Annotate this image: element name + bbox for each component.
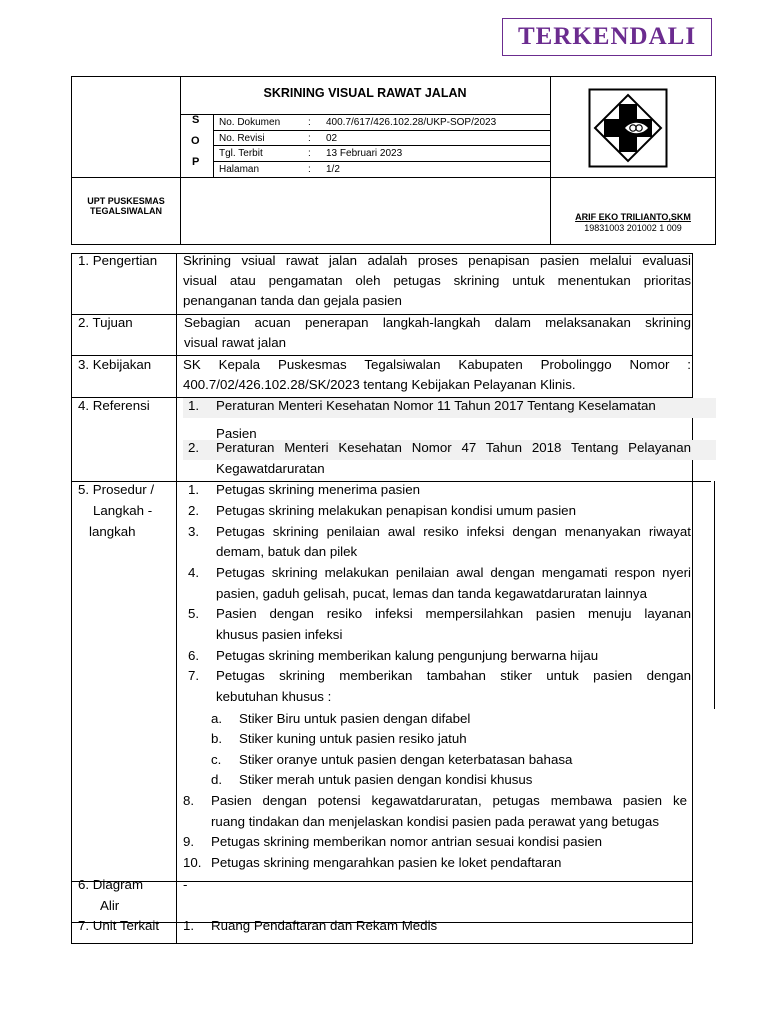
diagram-label-2: Alir (100, 898, 120, 913)
referensi-1-line-2: Pasien (216, 426, 257, 441)
sticker-c-num: c. (211, 752, 222, 767)
page-sep: : (308, 164, 311, 175)
prosedur-3-line-1: Petugas skrining penilaian awal resiko infeksi dengan menanyakan riwayat (216, 524, 691, 539)
kebijakan-line-1: SK Kepala Puskesmas Tegalsiwalan Kabupaten Probolinggo Nomor : (183, 357, 691, 372)
unit-num: 1. (183, 918, 195, 933)
prosedur-5-num: 5. (188, 606, 200, 621)
prosedur-9-num: 9. (183, 834, 195, 849)
pengertian-line-2: visual atau pengamatan oleh petugas skrining untuk menentukan prioritas (183, 273, 691, 288)
prosedur-2-num: 2. (188, 503, 200, 518)
prosedur-8-num: 8. (183, 793, 195, 808)
sticker-b-num: b. (211, 731, 223, 746)
referensi-1-num: 1. (188, 398, 200, 413)
prosedur-10-num: 10. (183, 855, 202, 870)
pengertian-line-3: penanganan tanda dan gejala pasien (183, 293, 402, 308)
sticker-a-num: a. (211, 711, 223, 726)
unit-label: 7. Unit Terkait (78, 918, 160, 933)
document-title: SKRINING VISUAL RAWAT JALAN (263, 86, 467, 100)
kebijakan-line-2: 400.7/02/426.102.28/SK/2023 tentang Kebijakan Pelayanan Klinis. (183, 377, 576, 392)
prosedur-4-num: 4. (188, 565, 200, 580)
prosedur-8-line-2: ruang tindakan dan menjelaskan kondisi pasien pada perawat yang betugas (211, 814, 659, 829)
prosedur-label-1: 5. Prosedur / (78, 482, 155, 497)
referensi-label: 4. Referensi (78, 398, 150, 413)
prosedur-7-num: 7. (188, 668, 200, 683)
sop-letter-p: P (192, 156, 200, 168)
sticker-a-text: Stiker Biru untuk pasien dengan difabel (239, 711, 471, 726)
kebijakan-label: 3. Kebijakan (78, 357, 152, 372)
unit-value: Ruang Pendaftaran dan Rekam Medis (211, 918, 438, 933)
sticker-d-text: Stiker merah untuk pasien dengan kondisi khusus (239, 772, 533, 787)
tujuan-line-1: Sebagian acuan penerapan langkah-langkah dalam melaksanakan skrining (184, 315, 691, 330)
tujuan-line-2: visual rawat jalan (184, 335, 286, 350)
diagram-label-1: 6. Diagram (78, 877, 144, 892)
prosedur-6-line-1: Petugas skrining memberikan kalung pengunjung berwarna hijau (216, 648, 599, 663)
revision-sep: : (308, 133, 311, 144)
sticker-c-text: Stiker oranye untuk pasien dengan keterbatasan bahasa (239, 752, 573, 767)
issue-date-value: 13 Februari 2023 (326, 148, 403, 159)
signer-name: ARIF EKO TRILIANTO,SKM (575, 212, 691, 222)
prosedur-10-line-1: Petugas skrining mengarahkan pasien ke loket pendaftaran (211, 855, 562, 870)
pengertian-line-1: Skrining vsiual rawat jalan adalah proses penapisan pasien melalui evaluasi (183, 253, 691, 268)
controlled-stamp: TERKENDALI (502, 18, 712, 56)
prosedur-1-num: 1. (188, 482, 200, 497)
referensi-2-line-2: Kegawatdaruratan (216, 461, 325, 476)
signer-nip: 19831003 201002 1 009 (584, 223, 682, 233)
prosedur-4-line-1: Petugas skrining melakukan penilaian awal dengan mengamati respon nyeri (216, 565, 691, 580)
prosedur-2-line-1: Petugas skrining melakukan penapisan kondisi umum pasien (216, 503, 576, 518)
prosedur-3-line-2: demam, batuk dan pilek (216, 544, 358, 559)
prosedur-label-3: langkah (89, 524, 136, 539)
prosedur-5-line-1: Pasien dengan resiko infeksi mempersilahkan pasien menuju layanan (216, 606, 691, 621)
prosedur-7-line-1: Petugas skrining memberikan tambahan stiker untuk pasien dengan (216, 668, 691, 683)
sticker-b-text: Stiker kuning untuk pasien resiko jatuh (239, 731, 467, 746)
sop-letter-s: S (192, 114, 200, 126)
diagram-value: - (183, 877, 188, 892)
prosedur-3-num: 3. (188, 524, 200, 539)
org-name-line1: UPT PUSKESMAS (87, 196, 165, 206)
revision-label: No. Revisi (219, 133, 265, 144)
prosedur-4-line-2: pasien, gaduh gelisah, pucat, lemas dan tanda kegawatdaruratan lainnya (216, 586, 647, 601)
referensi-1-line-1: Peraturan Menteri Kesehatan Nomor 11 Tahun 2017 Tentang Keselamatan (216, 398, 656, 413)
org-name-line2: TEGALSIWALAN (90, 206, 162, 216)
referensi-2-line-1: Peraturan Menteri Kesehatan Nomor 47 Tahun 2018 Tentang Pelayanan (216, 440, 691, 455)
puskesmas-logo (588, 88, 668, 168)
prosedur-5-line-2: khusus pasien infeksi (216, 627, 343, 642)
prosedur-1-line-1: Petugas skrining menerima pasien (216, 482, 420, 497)
issue-date-label: Tgl. Terbit (219, 148, 263, 159)
issue-date-sep: : (308, 148, 311, 159)
prosedur-9-line-1: Petugas skrining memberikan nomor antrian sesuai kondisi pasien (211, 834, 602, 849)
prosedur-7-line-2: kebutuhan khusus : (216, 689, 332, 704)
pengertian-label: 1. Pengertian (78, 253, 158, 268)
page-value: 1/2 (326, 164, 340, 175)
tujuan-label: 2. Tujuan (78, 315, 133, 330)
sop-letter-o: O (191, 135, 200, 147)
doc-number-sep: : (308, 117, 311, 128)
referensi-2-num: 2. (188, 440, 200, 455)
page-label: Halaman (219, 164, 260, 175)
doc-number-label: No. Dokumen (219, 117, 281, 128)
prosedur-8-line-1: Pasien dengan potensi kegawatdaruratan, petugas membawa pasien ke (211, 793, 687, 808)
prosedur-label-2: Langkah - (93, 503, 153, 518)
sticker-d-num: d. (211, 772, 223, 787)
doc-number-value: 400.7/617/426.102.28/UKP-SOP/2023 (326, 117, 497, 128)
revision-value: 02 (326, 133, 338, 144)
prosedur-6-num: 6. (188, 648, 200, 663)
